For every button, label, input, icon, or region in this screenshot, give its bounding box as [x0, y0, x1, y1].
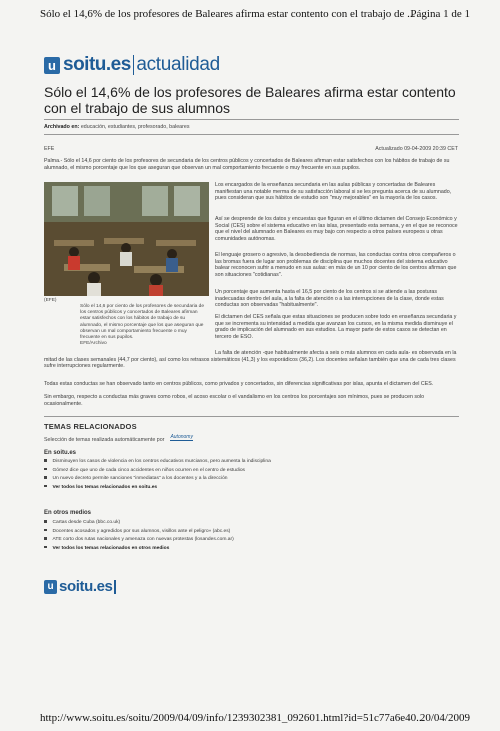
title-divider [44, 119, 459, 120]
bullet-icon [44, 459, 47, 462]
print-header-page: Página 1 de 1 [410, 8, 470, 20]
article-source: EFE [44, 146, 55, 152]
bullet-icon [44, 537, 47, 540]
article-paragraph: El dictamen del CES señala que estas situaciones se producen sobre todo en enseñanza secundaria y que se incrementa su intensidad a medida que avanzan los cursos, en la misma medida disminuye el grado de implicación del alumnado en sus estudios. La mayor parte de estos casos se detectan en tercero de ESO. [215, 314, 457, 340]
article-paragraph: Los encargados de la enseñanza secundaria en las aulas públicas y concertadas de Baleares manifiestan una notable merma de su satisfacción laboral si se les pregunta acerca de su alumnado, pues consideran que sus hábitos de estudio son "muy mejorables" en la mayoría de los casos. [215, 182, 452, 202]
bullet-icon [44, 476, 47, 479]
photo-caption [80, 304, 206, 347]
footer-logo-divider [114, 580, 115, 594]
article-paragraph: Todas estas conductas se han observado tanto en centros públicos, como privados y concertados, sin diferencias significativas por islas, apunta el dictamen del CES. [44, 381, 434, 387]
archived-in [44, 124, 189, 130]
related-link[interactable]: ATE corto dos rutas nacionales y amenaza con nuevas protestas (losandes.com.ar) [44, 536, 234, 545]
article-paragraph: Sin embargo, respecto a conductas más graves como robos, el acoso escolar o el vandalismo en los centros los porcentajes son mínimos, pues se producen solo ocasionalmente. [44, 394, 425, 407]
bullet-icon [44, 485, 47, 488]
print-header-title: Sólo el 14,6% de los profesores de Baleares afirma estar contento con el trabajo de ... [40, 8, 416, 20]
related-link[interactable]: Cartas desde Cuba (bbc.co.uk) [44, 519, 234, 528]
tags-divider [44, 134, 459, 135]
bullet-icon [44, 520, 47, 523]
logo-brand: soitu.es [63, 54, 131, 75]
bullet-icon [44, 546, 47, 549]
print-footer [40, 712, 470, 726]
article-paragraph: El lenguaje grosero o agresivo, la desobediencia de normas, las conductas contra otros compañeros o las bromas fuera de lugar son problemas de disciplina que muchos docentes del sistema educativo balear reconocen sufrir a menudo en sus aulas: en más de un 10 por ciento de los centros afirman que son situaciones "cotidianas". [215, 252, 457, 278]
article-lead: Palma.- Sólo el 14,6 por ciento de los profesores de secundaria de los centros públicos y concertados de Baleares afirman estar satisfechos con los hábitos de trabajo de su alumnado, el mismo porcentaje que los que aseguran que observan un mal comportamiento frecuente o muy frecuente en sus pupilos. [44, 158, 450, 171]
related-divider [44, 416, 459, 417]
archived-tags[interactable]: educación, estudiantes, profesorado, baleares [80, 124, 190, 130]
footer-logo[interactable] [44, 578, 116, 595]
footer-logo-brand: soitu.es [59, 578, 113, 595]
photo-caption-text: Sólo el 14,6 por ciento de los profesores de secundaria de los centros públicos y concertados de Baleares afirman estar satisfechos con los hábitos de trabajo de su alumnado, el mismo porcentaje que los que aseguran que observan un mal comportamiento frecuente o muy frecuente en sus pupilos. [80, 304, 205, 341]
related-heading: TEMAS RELACIONADOS [44, 422, 137, 431]
print-footer-date: 20/04/2009 [419, 712, 470, 724]
classroom-photo [44, 182, 209, 296]
article-paragraph: Así se desprende de los datos y encuestas que figuran en el último dictamen del Consejo Económico y Social (CES) sobre el sistema educativo en las islas, presentado esta semana, y en el que se reconoce que el nivel del alumnado en Baleares es muy bajo con respecto a otros países europeos u otras comunidades autónomas. [215, 216, 458, 242]
article-updated: Actualizado 09-04-2009 20:39 CET [375, 146, 458, 152]
related-selection-text: Selección de temas realizada automáticamente por [44, 436, 165, 443]
related-link[interactable]: Un nuevo decreto permite sanciones "inmediatas" a los docentes y a la dirección [44, 475, 271, 484]
photo-credit: (EFE) [44, 298, 57, 303]
soitu-logo-icon: u [44, 580, 57, 594]
autonomy-logo[interactable]: Autonomy [170, 434, 193, 440]
logo-section: actualidad [136, 54, 220, 75]
related-in-site-list [44, 458, 271, 492]
related-in-site-label: En soitu.es [44, 450, 77, 456]
related-link[interactable]: Docentes acosados y agredidos por sus alumnos, visillos ante el peligro» (abc.es) [44, 528, 234, 537]
article-paragraph: La falta de atención -que habitualmente afecta a seis o más alumnos en cada aula- es observada en la mitad de las clases semanales (44,7 por ciento), así como los retrasos sistemáticos (41,3) y los esporádicos (36,2). Los docentes señalan también que una de cada tres clases sufre interrupciones regularmente. [44, 350, 457, 370]
article-title: Sólo el 14,6% de los profesores de Baleares afirma estar contento con el trabajo de sus alumnos [44, 84, 456, 116]
print-header [40, 8, 470, 22]
related-other-label: En otros medios [44, 510, 92, 516]
related-link[interactable]: Gómez dice que uno de cada cinco accidentes en niños ocurren en el centro de estudios [44, 467, 271, 476]
site-logo[interactable] [44, 52, 220, 78]
bullet-icon [44, 468, 47, 471]
see-all-related-soitu-link[interactable]: Ver todos los temas relacionados en soitu.es [44, 484, 271, 493]
logo-divider [133, 55, 135, 75]
soitu-logo-icon: u [44, 57, 60, 74]
photo-caption-credit: EFE/Archivo [80, 341, 107, 347]
print-footer-url: http://www.soitu.es/soitu/2009/04/09/info/1239302381_092601.html?id=51c77a6e40... [40, 712, 425, 724]
archived-label: Archivado en: [44, 124, 80, 130]
see-all-related-other-link[interactable]: Ver todos los temas relacionados en otros medios [44, 545, 234, 554]
related-selection [44, 436, 193, 443]
article-paragraph: Un porcentaje que aumenta hasta el 16,5 por ciento de los centros si se atiende a las posturas inadecuadas dentro del aula, a la falta de atención o a las interrupciones de la clase, donde estas conductas son observadas "habitualmente". [215, 289, 444, 309]
related-link[interactable]: Disminuyen los casos de violencia en los centros educativos murcianos, pero aumenta la indisciplina [44, 458, 271, 467]
bullet-icon [44, 529, 47, 532]
article-photo[interactable] [44, 182, 209, 296]
related-other-list [44, 519, 234, 553]
